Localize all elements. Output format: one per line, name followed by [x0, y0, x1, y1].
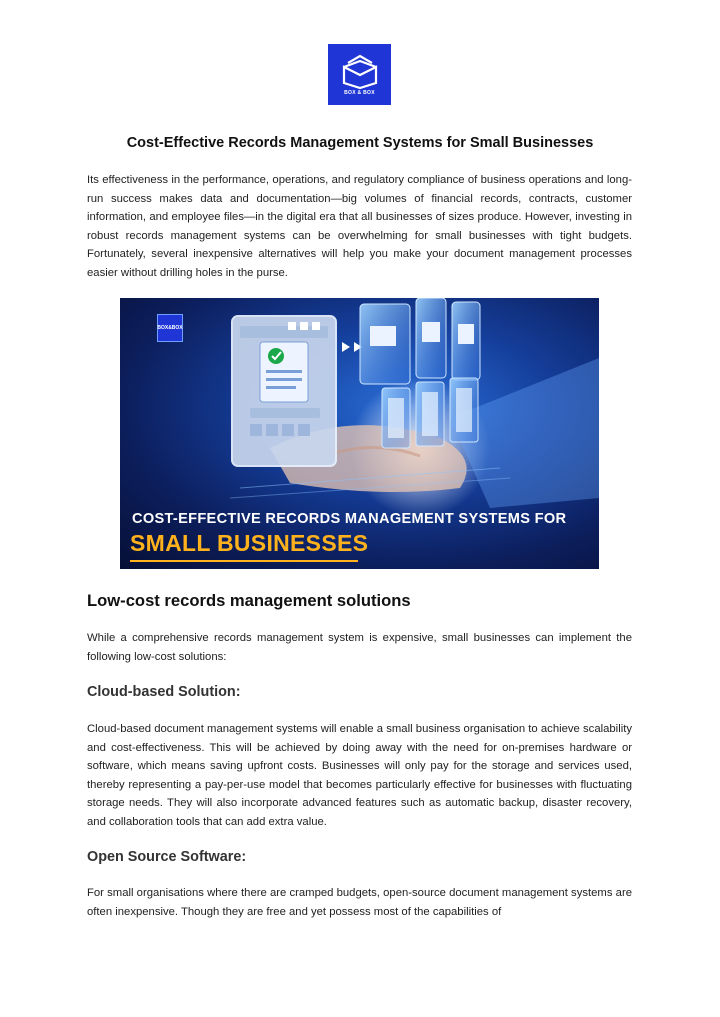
hero-headline: COST-EFFECTIVE RECORDS MANAGEMENT SYSTEMS FOR [132, 511, 567, 527]
low-cost-paragraph: While a comprehensive records management system is expensive, small businesses can implement the following low-cost solutions: [87, 632, 632, 663]
hero-logo-badge: BOX&BOX [157, 314, 183, 342]
open-source-paragraph: For small organisations where there are cramped budgets, open-source document management systems are often inexpensive. Though they are free and yet possess most of the capabilities of [87, 887, 632, 918]
page-title: Cost-Effective Records Management Systems for Small Businesses [126, 135, 594, 151]
intro-paragraph: Its effectiveness in the performance, operations, and regulatory compliance of business operations and long-run success makes data and documentation—big volumes of financial records, contracts, customer information, and employee files—in the digital era that all businesses of sizes produce. However, investing in robust records management systems can be overwhelming for small businesses with tight budgets. Fortunately, several inexpensive alternatives will help you make your document management processes easier without drilling holes in the purse. [87, 174, 632, 279]
section-heading-low-cost: Low-cost records management solutions [87, 591, 411, 610]
cloud-paragraph: Cloud-based document management systems will enable a small business organisation to achieve scalability and cost-effectiveness. This will be achieved by doing away with the need for on-premises hardware or software, which means saving upfront costs. Businesses will only pay for the storage and services used, thereby representing a pay-per-use model that becomes particularly effective for businesses with fluctuating storage needs. They will also incorporate advanced features such as automatic backup, disaster recovery, and collaboration tools that can add extra value. [87, 723, 632, 828]
box-logo-icon [340, 53, 380, 89]
document-management-illustration [120, 298, 599, 569]
logo-text: BOX & BOX [344, 90, 375, 96]
hero-underline [130, 560, 358, 562]
brand-logo [328, 44, 391, 105]
hero-banner [120, 298, 599, 569]
section-heading-cloud: Cloud-based Solution: [87, 684, 241, 700]
section-heading-open-source: Open Source Software: [87, 849, 247, 865]
hero-subheadline: SMALL BUSINESSES [130, 530, 369, 556]
